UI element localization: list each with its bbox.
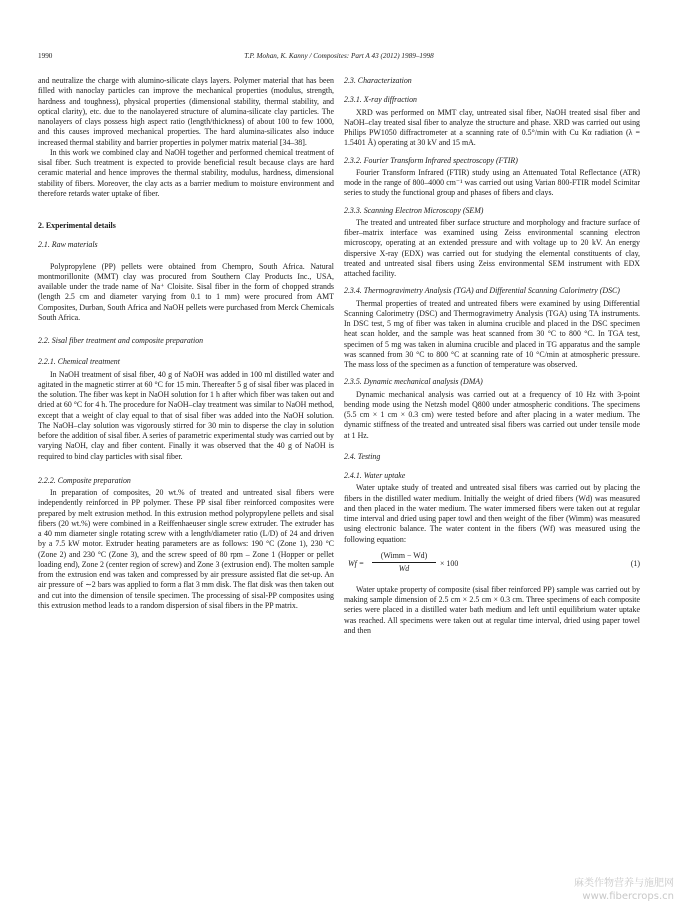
tga-dsc-paragraph: Thermal properties of treated and untreated fibers were examined by using Differential Scanning Calorimetry (DSC) and Thermogravimetry Analysis (TGA) using TA instruments. In DSC test, 5 mg of fiber was taken in alumina crucible and placed in the DSC specimen heat scan holder, and the sample was heat scanned from 30 °C to 800 °C. In TGA test, specimen of 5 mg was taken in alumina crucible and placed in TG apparatus and the sample was scanned from 30 °C to 800 °C at scanning rate of 10 °C/min at atmospheric pressure. The mass loss of the specimen as a function of temperature was observed. [344, 298, 640, 369]
section-heading-2-1: 2.1. Raw materials [38, 240, 98, 250]
section-heading-2-4-1: 2.4.1. Water uptake [344, 471, 406, 480]
intro-paragraph-2: In this work we combined clay and NaOH together and performed chemical treatment of sisal fiber. Such treatment is expected to provide beneficial result because clays are hard ceramic material and hence improves the thermal stability, modulus, hardness, dimensional stability of fibers. Moreover, the clay acts as a barrier medium to moisture environment and therefore retards water uptake of fiber. [38, 147, 334, 198]
section-heading-2: 2. Experimental details [38, 221, 116, 230]
section-heading-2-3-4: 2.3.4. Thermogravimetry Analysis (TGA) and Differential Scanning Calorimetry (DSC) [344, 286, 620, 296]
section-heading-2-4: 2.4. Testing [344, 451, 381, 461]
watermark-line-2: www.fibercrops.cn [582, 891, 674, 902]
ftir-paragraph: Fourier Transform Infrared (FTIR) study using an Attenuated Total Reflectance (ATR) mode in the range of 800–4000 cm⁻¹ was carried out using Varian 800-FTIR model Scimitar series to study the functional group and phases of fibers and clays. [344, 167, 640, 198]
watermark-line-1: 麻类作物营养与施肥网 [574, 878, 674, 889]
equation-fraction [372, 551, 436, 575]
right-column [344, 76, 640, 636]
equation-denominator: Wd [398, 564, 410, 573]
section-heading-2-3-1: 2.3.1. X-ray diffraction [344, 95, 417, 105]
xrd-paragraph: XRD was performed on MMT clay, untreated sisal fiber, NaOH treated sisal fiber and NaOH–clay treated sisal fiber to analyze the structure and phase. XRD was carried out using Philips PW1050 diffractrometer at a scanning rate of 0.5°/min with Cu Kα radiation (λ = 1.5401 Å) operating at 30 kV and 15 mA. [344, 107, 640, 148]
sem-paragraph: The treated and untreated fiber surface structure and morphology and fracture surface of fiber–matrix interface was examined using Zeiss environmental scanning electron microscopy, operating at an extended pressure and with voltage up to 20 kV. An energy dispersive X-ray (EDX) was carried out for studying the elemental constituents of clay, treated and untreated sisal fibers using Zeiss environmental SEM instrument with EDX attached facility. [344, 217, 640, 278]
equation-1 [344, 551, 640, 579]
equation-number: (1) [630, 558, 640, 568]
section-heading-2-3: 2.3. Characterization [344, 76, 412, 85]
section-heading-2-3-5: 2.3.5. Dynamic mechanical analysis (DMA) [344, 377, 483, 387]
chemical-treatment-paragraph: In NaOH treatment of sisal fiber, 40 g of NaOH was added in 100 ml distilled water and agitated in the magnetic stirrer at 60 °C for 15 min. Thereafter 5 g of sisal fiber was placed in the solution. The fiber was kept in NaOH solution for 1 h after which fiber was taken out and dried at 60 °C for 4 h. The procedure for NaOH–clay treatment was similar to NaOH method, except that a weight of clay equal to that of sisal fiber was added into the NaOH solution. The NaOH–clay solution was vigorously stirred for 30 min to disperse the clay in solution before the addition of sisal fiber. A series of parametric experimental study was carried out by varying NaOH, clay and fiber content. Finally it was observed that the 40 g of NaOH is required to bind clay particles with sisal fiber. [38, 369, 334, 461]
section-heading-2-2-1: 2.2.1. Chemical treatment [38, 357, 120, 367]
equation-multiplier: × 100 [440, 558, 459, 568]
intro-paragraph-1: and neutralize the charge with alumino-silicate clays layers. Polymer material that has been filled with nanoclay particles can improve the mechanical properties (modulus, strength, hardness and toughness), physical properties (dimensional stability, thermal stability, and optical clarity), etc. due to the nanolayered structure of alumina-silicate clay particles. The nanolayers of clays possess high aspect ratio (length/thickness) of about 100 to few 1000, and this causes improved mechanical properties. The hard alumina-silicates also induce increased thermal stability and barrier properties in polymer matrix material [34–38]. [38, 76, 334, 147]
running-head: T.P. Mohan, K. Kanny / Composites: Part A 43 (2012) 1989–1998 [244, 52, 434, 60]
composite-water-uptake-paragraph: Water uptake property of composite (sisal fiber reinforced PP) sample was carried out by making sample dimension of 2.5 cm × 2.5 cm × 0.3 cm. Three specimens of each composite series were placed in a distilled water bath medium and left until equilibrium water uptake was reached. All specimens were taken out at regular time interval, dried using paper towel and then [344, 584, 640, 635]
section-heading-2-3-3: 2.3.3. Scanning Electron Microscopy (SEM) [344, 205, 484, 215]
equation-lhs: Wf = [348, 558, 365, 568]
left-column [38, 76, 334, 611]
section-heading-2-2-2: 2.2.2. Composite preparation [38, 475, 131, 485]
section-heading-2-2: 2.2. Sisal fiber treatment and composite preparation [38, 336, 204, 345]
raw-materials-paragraph: Polypropylene (PP) pellets were obtained from Chempro, South Africa. Natural montmorillonite (MMT) clay was procured from Southern Clay Products Inc., USA, available under the trade name of Na⁺ Cloisite. Sisal fiber in the form of chopped strands (length 2.5 cm and diameter varying from 0.1 to 1 mm) were procured from AMT Composites, Durban, South Africa and NaOH pellets were purchased from Merck Chemicals South Africa. [38, 261, 334, 322]
section-heading-2-3-2: 2.3.2. Fourier Transform Infrared spectroscopy (FTIR) [344, 155, 518, 165]
running-header [38, 50, 640, 62]
equation-numerator: (Wimm − Wd) [372, 551, 436, 563]
watermark [534, 877, 674, 903]
composite-preparation-paragraph: In preparation of composites, 20 wt.% of treated and untreated sisal fibers were independently reinforced in PP polymer. These PP sisal fiber reinforced composites were prepared by melt extrusion method. In this extrusion method polypropylene pellets and sisal fibers (20 wt.%) were combined in a Reiffenhaeuser single screw extruder. The extruder has a 40 mm diameter single rotating screw with a length/diameter ratio (L/D) of 24 and driven by a 7.5 kW motor. Extruder heating parameters are as follows: 190 °C (Zone 1), 230 °C (Zone 2) and 230 °C (Zone 3), and the screw speed of 80 rpm – Zone 1 (Hopper or pellet loading end), Zone 2 (center region of screw) and Zone 3 (extrusion end). The molten sample from the extrusion end was taken and compressed by air pressure assisted flat die set-up. An air pressure of ∼2 bars was applied to form a flat 3 mm disk. The flat disk was then taken out and cut into the dimension of tensile specimen. The processing of sisal-PP composites using this extrusion method leads to a random dispersion of sisal fibers in the PP matrix. [38, 488, 334, 610]
water-uptake-paragraph: Water uptake study of treated and untreated sisal fibers was carried out by placing the fibers in the distilled water medium. Initially the weight of dried fibers (Wd) was measured and then placed in the water medium. The water immersed fibers were taken out at regular time interval and dried using paper towl and then weight of the fiber (Wimm) was measured using electronic balance. The water content in the fibers (Wf) was measured using the following equation: [344, 483, 640, 544]
page-number: 1990 [38, 52, 53, 60]
dma-paragraph: Dynamic mechanical analysis was carried out at a frequency of 10 Hz with 3-point bending mode using the Netzsh model Q800 under atmospheric conditions. The specimens (5.5 cm × 1 cm × 0.3 cm) were tested before and after placing in a water medium. The dynamic stiffness of the treated and untreated sisal fibers was carried out under tensile mode at 1 Hz. [344, 389, 640, 440]
